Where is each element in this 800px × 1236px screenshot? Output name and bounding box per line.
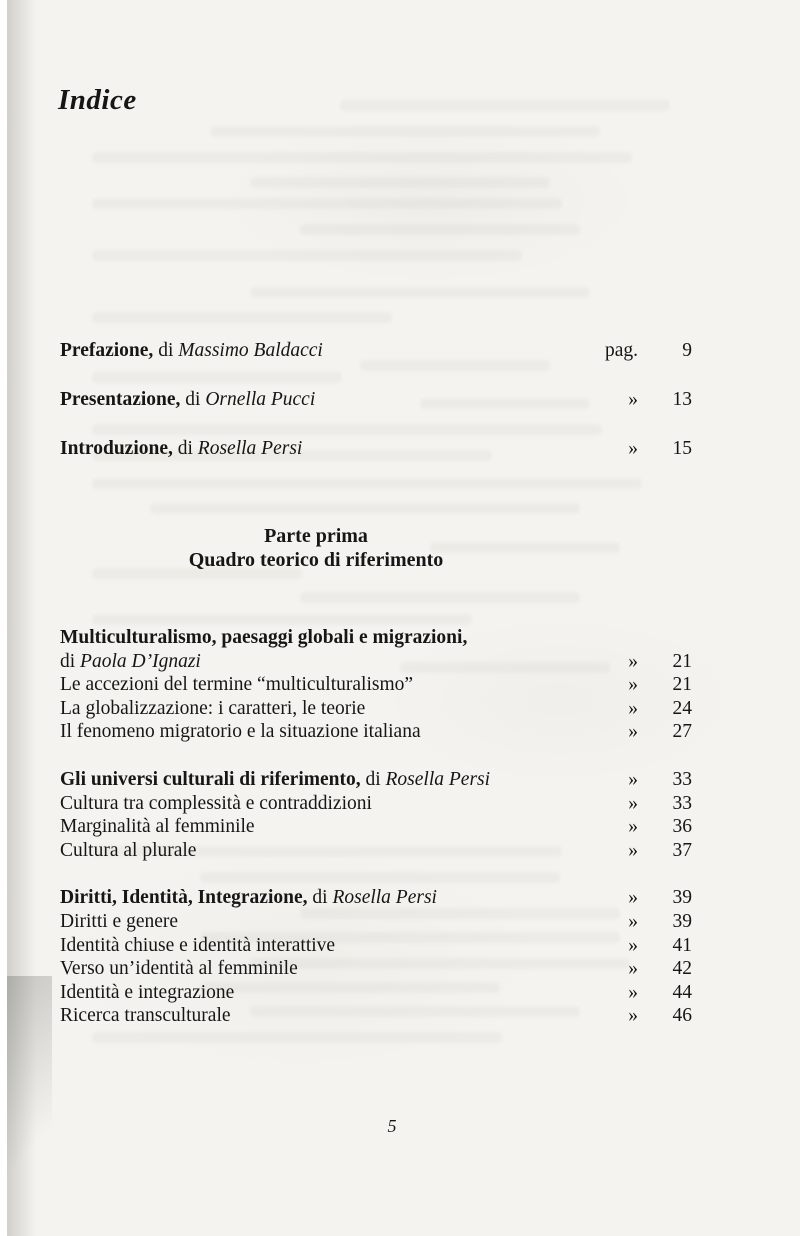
page-marker: »: [628, 650, 638, 672]
page-marker: »: [628, 1005, 638, 1027]
page-marker: »: [628, 910, 638, 932]
entry-text: [60, 340, 580, 362]
entry-plain-text: Ricerca transculturale: [60, 1005, 231, 1027]
part-heading-line1: Parte prima: [264, 525, 368, 547]
entry-plain-text: di: [172, 438, 198, 459]
entry-page-number: 44: [672, 981, 692, 1003]
entry-author: Rosella Persi: [332, 887, 437, 909]
entry-text: [60, 957, 580, 981]
toc-entry-row: [60, 910, 692, 934]
entry-plain-text: Identità e integrazione: [60, 981, 235, 1003]
scan-edge-margin: [0, 0, 7, 1236]
entry-page-number: 9: [682, 340, 692, 361]
entry-title: Multiculturalismo, paesaggi globali e migrazioni,: [60, 627, 468, 648]
entry-page-number: 46: [672, 1005, 692, 1027]
entry-plain-text: La globalizzazione: i caratteri, le teorie: [60, 697, 366, 719]
page-marker: »: [628, 697, 638, 719]
entry-page-number: 15: [672, 438, 692, 459]
entry-text: [60, 815, 580, 839]
toc-entry-row: [60, 839, 692, 863]
chapter-block: [60, 886, 692, 1028]
entry-title: Introduzione,: [60, 438, 173, 459]
entry-page-number: 21: [672, 674, 692, 696]
page-marker: »: [628, 839, 638, 861]
toc-entry-row: [60, 438, 692, 460]
page-marker: »: [628, 721, 638, 743]
entry-text: [60, 910, 580, 934]
entry-text: [60, 792, 580, 816]
entry-author: Paola D’Ignazi: [80, 650, 201, 672]
entry-page-number: 13: [672, 389, 692, 410]
entry-plain-text: Cultura tra complessità e contraddizioni: [60, 792, 372, 814]
entry-text: [60, 438, 580, 460]
page-marker: »: [628, 792, 638, 814]
entry-text: [60, 697, 580, 721]
entry-page-number: 24: [672, 697, 692, 719]
toc-entry-row: [60, 720, 692, 744]
toc-entry-row: [60, 340, 692, 362]
entry-page-number: 37: [672, 839, 692, 861]
entry-text: [60, 673, 580, 697]
entry-page-number: 21: [672, 650, 692, 672]
entry-page-number: 27: [672, 721, 692, 743]
page-marker: pag.: [604, 340, 638, 361]
toc-entry-row: [60, 792, 692, 816]
entry-plain-text: di: [180, 389, 206, 410]
entry-title: Presentazione,: [60, 389, 181, 410]
entry-text: [60, 934, 580, 958]
entry-author: Rosella Persi: [385, 768, 491, 790]
toc-entry-row: [60, 673, 692, 697]
entry-author: Massimo Baldacci: [178, 340, 323, 361]
page-marker: »: [628, 958, 638, 980]
entry-text: [60, 626, 580, 650]
chapter-block: [60, 626, 692, 744]
entry-text: [60, 389, 580, 411]
chapter-block: [60, 768, 692, 862]
page-marker: »: [628, 768, 638, 790]
page-title: Indice: [58, 84, 137, 116]
entry-plain-text: Le accezioni del termine “multiculturalismo”: [60, 674, 414, 696]
entry-plain-text: di: [307, 887, 333, 909]
entry-text: [60, 981, 580, 1005]
entry-text: [60, 886, 580, 910]
entry-page-number: 42: [672, 958, 692, 980]
toc-entry-row: [60, 697, 692, 721]
page-marker: »: [628, 981, 638, 1003]
scan-edge-shadow-bottom: [6, 976, 52, 1236]
page-marker: »: [628, 887, 638, 909]
entry-page-number: 39: [672, 910, 692, 932]
page-marker: »: [628, 934, 638, 956]
entry-plain-text: di: [153, 340, 179, 361]
page-number: 5: [387, 1116, 397, 1136]
entry-plain-text: Il fenomeno migratorio e la situazione italiana: [60, 721, 421, 743]
entry-page-number: 33: [672, 792, 692, 814]
toc-entry-row: [60, 934, 692, 958]
entry-text: [60, 720, 580, 744]
entry-plain-text: di: [360, 768, 386, 790]
entry-text: [60, 768, 580, 792]
toc-entry-row: [60, 957, 692, 981]
entry-page-number: 39: [672, 887, 692, 909]
entry-page-number: 36: [672, 816, 692, 838]
toc-entry-row: [60, 768, 692, 792]
entry-plain-text: Cultura al plurale: [60, 839, 197, 861]
entry-title: Diritti, Identità, Integrazione,: [60, 887, 308, 909]
toc-entry-row: [60, 815, 692, 839]
front-matter-list: [60, 340, 692, 487]
entry-title: Gli universi culturali di riferimento,: [60, 768, 361, 790]
toc-entry-row: [60, 1004, 692, 1028]
part-heading: [60, 524, 572, 572]
toc-entry-row: [60, 389, 692, 411]
entry-author: Rosella Persi: [197, 438, 303, 459]
toc-entry-row: [60, 981, 692, 1005]
entry-text: [60, 1004, 580, 1028]
entry-plain-text: Verso un’identità al femminile: [60, 958, 298, 980]
entry-plain-text: Marginalità al femminile: [60, 816, 255, 838]
entry-title: Prefazione,: [60, 340, 154, 361]
page-marker: »: [628, 674, 638, 696]
chapter-list: [60, 626, 692, 1052]
page-marker: »: [628, 389, 638, 410]
toc-entry-row: [60, 886, 692, 910]
toc-entry-row: [60, 626, 692, 650]
entry-page-number: 33: [672, 768, 692, 790]
entry-plain-text: di: [60, 650, 81, 672]
entry-plain-text: Identità chiuse e identità interattive: [60, 934, 336, 956]
entry-plain-text: Diritti e genere: [60, 910, 179, 932]
entry-text: [60, 839, 580, 863]
entry-text: [60, 650, 580, 674]
entry-page-number: 41: [672, 934, 692, 956]
page-marker: »: [628, 816, 638, 838]
part-heading-line2: Quadro teorico di riferimento: [188, 549, 444, 571]
toc-entry-row: [60, 650, 692, 674]
entry-author: Ornella Pucci: [205, 389, 316, 410]
page-marker: »: [628, 438, 638, 459]
